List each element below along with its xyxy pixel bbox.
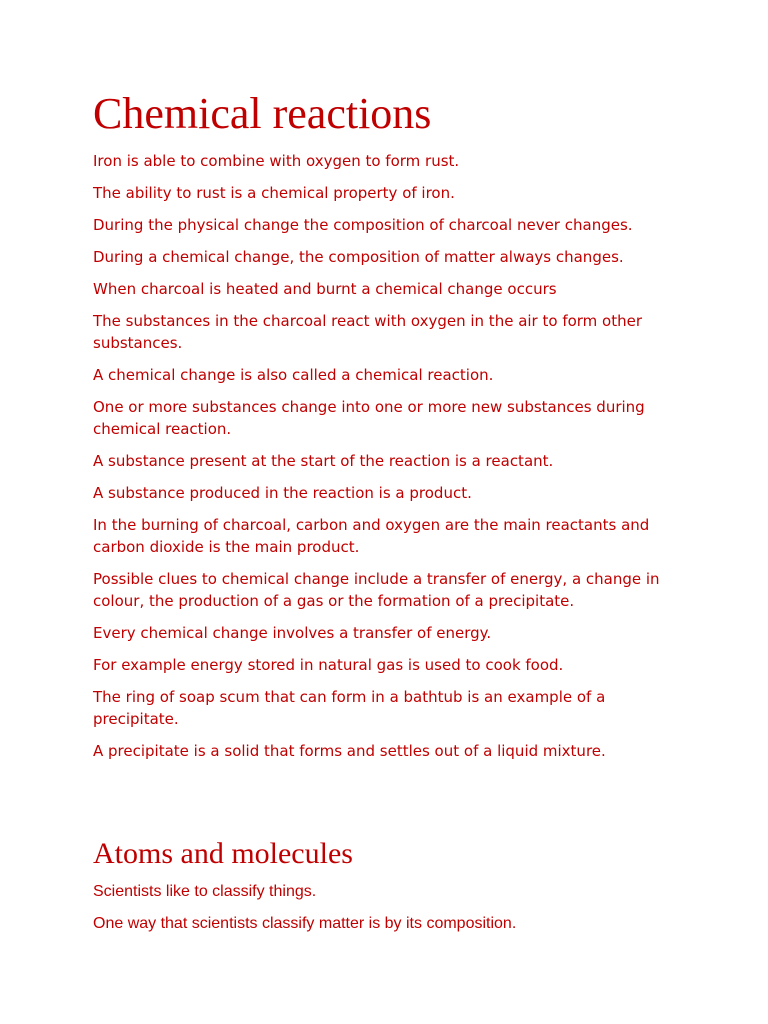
paragraph: The substances in the charcoal react with oxygen in the air to form other substances. — [93, 312, 643, 352]
paragraph: When charcoal is heated and burnt a chemical change occurs — [93, 280, 557, 298]
paragraph: For example energy stored in natural gas is used to cook food. — [93, 656, 564, 674]
paragraph: In the burning of charcoal, carbon and oxygen are the main reactants and carbon dioxide is the main product. — [93, 516, 650, 556]
paragraph: One or more substances change into one or more new substances during chemical reaction. — [93, 398, 645, 438]
section-chemical-reactions — [93, 86, 673, 772]
paragraph: The ring of soap scum that can form in a bathtub is an example of a precipitate. — [93, 688, 606, 728]
paragraph: Scientists like to classify things. — [93, 883, 317, 900]
paragraph: The ability to rust is a chemical property of iron. — [93, 184, 455, 202]
paragraph: A substance present at the start of the reaction is a reactant. — [93, 452, 554, 470]
paragraph: Every chemical change involves a transfer of energy. — [93, 624, 492, 642]
paragraph: A chemical change is also called a chemical reaction. — [93, 366, 494, 384]
paragraph: Iron is able to combine with oxygen to form rust. — [93, 152, 460, 170]
paragraph: During a chemical change, the composition of matter always changes. — [93, 248, 624, 266]
paragraph: A precipitate is a solid that forms and settles out of a liquid mixture. — [93, 742, 606, 760]
section-atoms-and-molecules — [93, 835, 673, 945]
paragraph: A substance produced in the reaction is a product. — [93, 484, 472, 502]
heading-atoms-and-molecules: Atoms and molecules — [93, 837, 353, 870]
heading-chemical-reactions: Chemical reactions — [93, 89, 432, 138]
paragraph: During the physical change the composition of charcoal never changes. — [93, 216, 633, 234]
paragraph: Possible clues to chemical change include a transfer of energy, a change in colour, the production of a gas or the formation of a precipitate. — [93, 570, 660, 610]
paragraph: One way that scientists classify matter is by its composition. — [93, 915, 517, 932]
